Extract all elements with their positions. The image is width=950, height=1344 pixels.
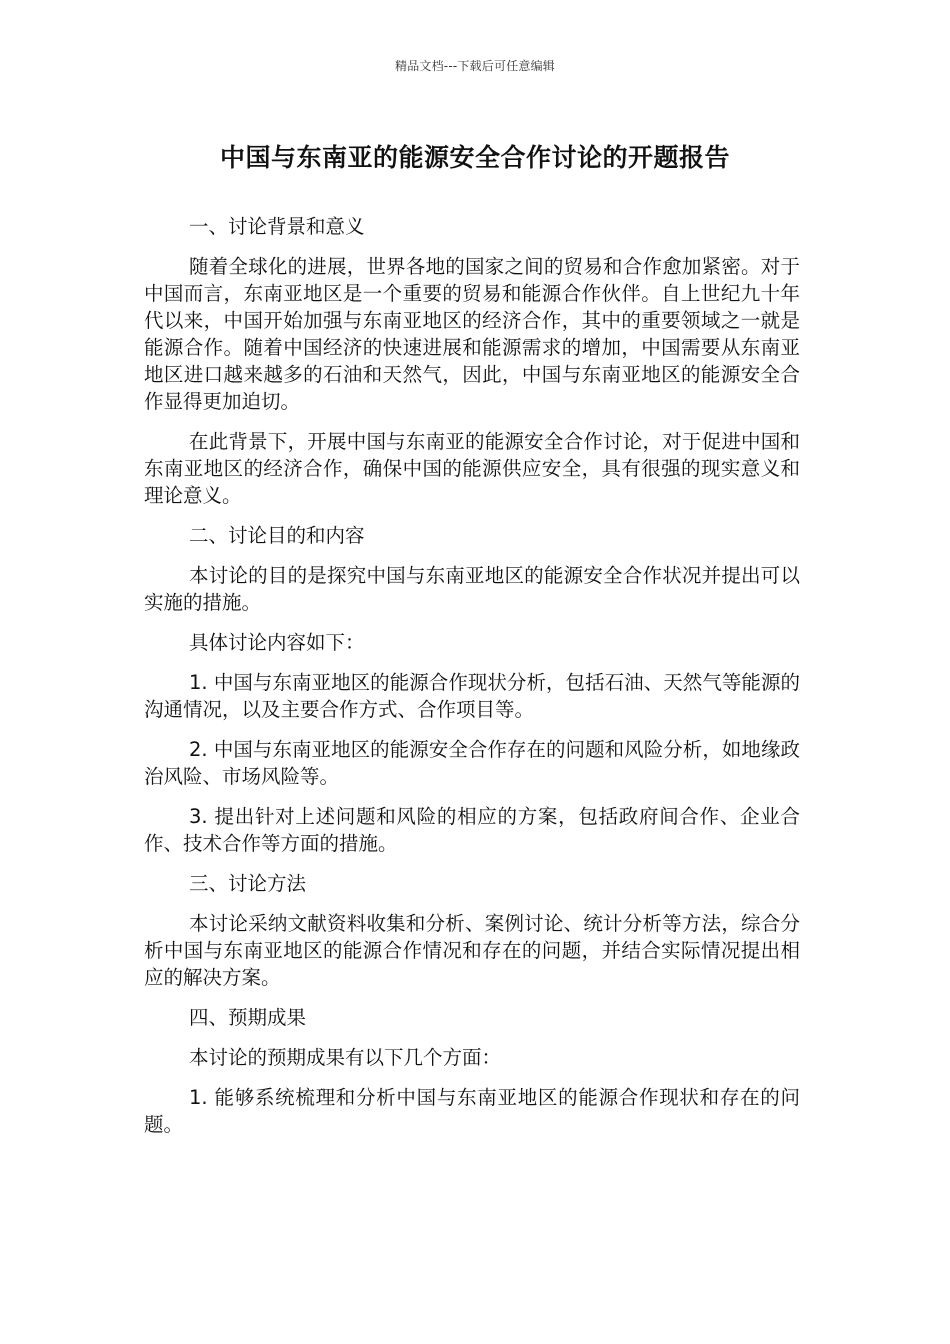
section-heading-results: 四、预期成果 bbox=[189, 1006, 307, 1029]
list-item-content-3: 3. 提出针对上述问题和风险的相应的方案，包括政府间合作、企业合作、技术合作等方面的措施。 bbox=[144, 805, 800, 855]
page-header: 精品文档---下载后可任意编辑 bbox=[395, 59, 555, 73]
section-heading-background: 一、讨论背景和意义 bbox=[189, 215, 365, 238]
paragraph-purpose: 本讨论的目的是探究中国与东南亚地区的能源安全合作状况并提出可以实施的措施。 bbox=[144, 564, 800, 614]
list-item-content-2: 2. 中国与东南亚地区的能源安全合作存在的问题和风险分析，如地缘政治风险、市场风险等。 bbox=[144, 738, 800, 788]
paragraph-content-intro: 具体讨论内容如下： bbox=[189, 631, 365, 654]
paragraph-results-intro: 本讨论的预期成果有以下几个方面： bbox=[189, 1046, 502, 1069]
list-item-result-1: 1. 能够系统梳理和分析中国与东南亚地区的能源合作现状和存在的问题。 bbox=[144, 1086, 800, 1136]
document-title: 中国与东南亚的能源安全合作讨论的开题报告 bbox=[219, 143, 730, 172]
document-body bbox=[144, 213, 800, 1151]
paragraph-method: 本讨论采纳文献资料收集和分析、案例讨论、统计分析等方法，综合分析中国与东南亚地区的能源合作情况和存在的问题，并结合实际情况提出相应的解决方案。 bbox=[144, 912, 800, 989]
list-item-content-1: 1. 中国与东南亚地区的能源合作现状分析，包括石油、天然气等能源的沟通情况，以及主要合作方式、合作项目等。 bbox=[144, 671, 800, 721]
section-heading-method: 三、讨论方法 bbox=[189, 872, 307, 895]
paragraph-background: 随着全球化的进展，世界各地的国家之间的贸易和合作愈加紧密。对于中国而言，东南亚地区是一个重要的贸易和能源合作伙伴。自上世纪九十年代以来，中国开始加强与东南亚地区的经济合作，其中的重要领域之一就是能源合作。随着中国经济的快速进展和能源需求的增加，中国需要从东南亚地区进口越来越多的石油和天然气，因此，中国与东南亚地区的能源安全合作显得更加迫切。 bbox=[144, 255, 800, 413]
section-heading-purpose: 二、讨论目的和内容 bbox=[189, 524, 365, 547]
paragraph-significance: 在此背景下，开展中国与东南亚的能源安全合作讨论，对于促进中国和东南亚地区的经济合作，确保中国的能源供应安全，具有很强的现实意义和理论意义。 bbox=[144, 430, 800, 507]
